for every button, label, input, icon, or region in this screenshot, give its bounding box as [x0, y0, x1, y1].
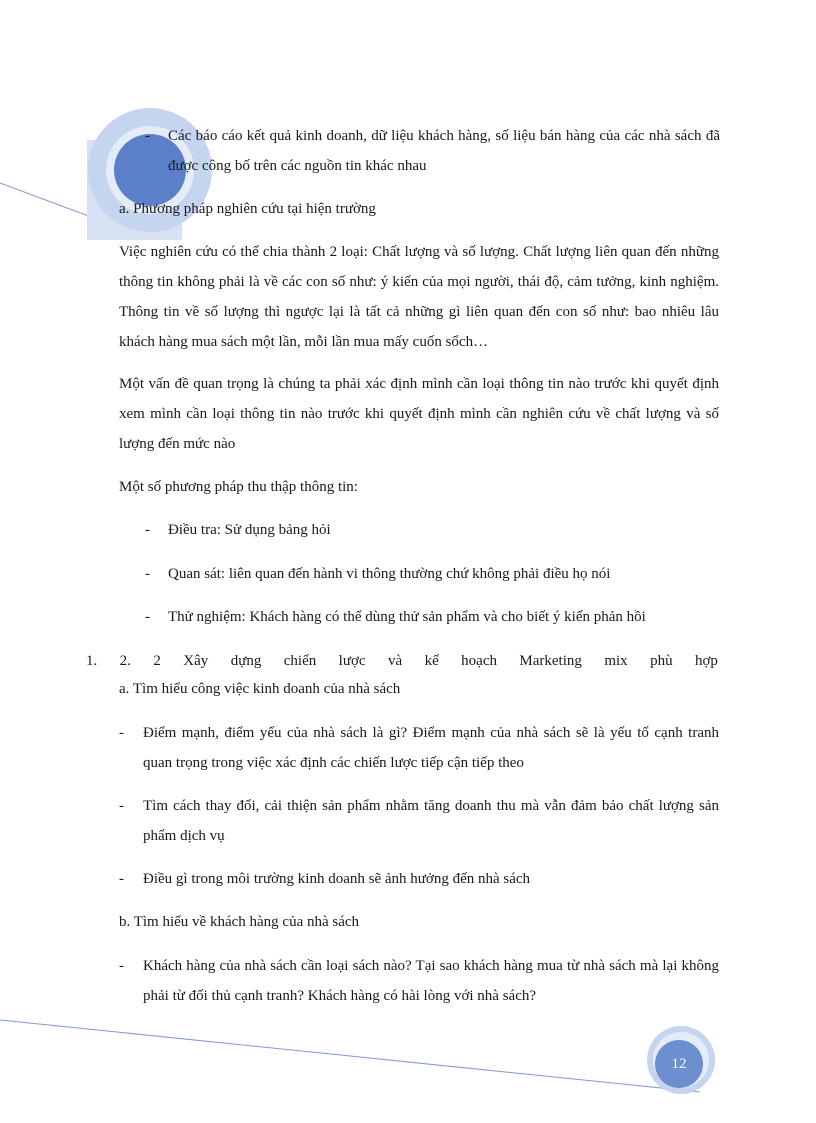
bullet-text: Các báo cáo kết quả kinh doanh, dữ liệu khách hàng, số liệu bán hàng của các nhà sách đã được công bố trên các nguồn tin khác nhau	[168, 128, 720, 174]
bullet-dash: -	[119, 958, 124, 974]
heading-word: phù	[650, 653, 673, 669]
section-heading-a: a. Phương pháp nghiên cứu tại hiện trường	[119, 201, 376, 217]
bullet-dash: -	[145, 609, 150, 625]
bullet-text: Điều tra: Sử dụng bảng hỏi	[168, 522, 331, 538]
heading-word: kế	[424, 653, 439, 669]
subheading-a: a. Tìm hiểu công việc kinh doanh của nhà sách	[119, 681, 401, 697]
bullet-text: Khách hàng của nhà sách cần loại sách nào? Tại sao khách hàng mua từ nhà sách mà lại không phải từ đối thủ cạnh tranh? Khách hàng có hài lòng với nhà sách?	[143, 958, 719, 1004]
heading-word: lược	[338, 653, 366, 669]
heading-word: 2.	[119, 653, 131, 669]
bullet-text: Điểm mạnh, điểm yếu của nhà sách là gì? Điểm mạnh của nhà sách sẽ là yếu tố cạnh tranh quan trọng trong việc xác định các chiến lược tiếp cận tiếp theo	[143, 725, 719, 771]
paragraph-research-types: Việc nghiên cứu có thể chia thành 2 loại: Chất lượng và số lượng. Chất lượng liên quan đến những thông tin không phải là về các con số như: ý kiến của mọi người, thái độ, cảm tưởng, kinh nghiệm. Thông tin về số lượng thì ngược lại là tất cả những gì liên quan đến con số như: bao nhiêu lâu khách hàng mua sách một lần, mỗi lần mua mấy cuốn sổch…	[119, 244, 719, 350]
heading-word: Marketing	[519, 653, 582, 669]
bullet-dash: -	[145, 566, 150, 582]
subheading-b: b. Tìm hiểu về khách hàng của nhà sách	[119, 914, 360, 930]
bottom-diagonal-line	[0, 1020, 700, 1092]
heading-word: 2	[153, 653, 161, 669]
heading-word: chiến	[283, 653, 317, 669]
bullet-dash: -	[119, 871, 124, 887]
paragraph-methods-intro: Một số phương pháp thu thập thông tin:	[119, 479, 358, 495]
bullet-dash: -	[119, 725, 124, 741]
bullet-text: Điều gì trong môi trường kinh doanh sẽ ảnh hưởng đến nhà sách	[143, 871, 531, 887]
heading-word: hợp	[695, 653, 718, 669]
bullet-text: Quan sát: liên quan đến hành vi thông thường chứ không phải điều họ nói	[168, 566, 611, 582]
section-heading-1-2-2	[86, 646, 718, 676]
heading-word: hoạch	[461, 653, 497, 669]
heading-word: Xây	[183, 653, 209, 669]
bullet-dash: -	[145, 522, 150, 538]
bullet-dash: -	[145, 128, 150, 144]
page-number: 12	[671, 1056, 687, 1072]
heading-word: 1.	[86, 653, 98, 669]
paragraph-information-priority: Một vấn đề quan trọng là chúng ta phải xác định mình cần loại thông tin nào trước khi quyết định xem mình cần loại thông tin nào trước khi quyết định mình cần nghiên cứu về chất lượng và số lượng đến mức nào	[119, 376, 719, 452]
bullet-dash: -	[119, 798, 124, 814]
bullet-text: Tìm cách thay đổi, cải thiện sản phẩm nhằm tăng doanh thu mà vẫn đảm bảo chất lượng sản phẩm dịch vụ	[143, 798, 719, 844]
heading-word: và	[387, 653, 403, 669]
bullet-text: Thử nghiệm: Khách hàng có thể dùng thử sản phẩm và cho biết ý kiến phản hồi	[168, 609, 646, 625]
heading-word: dựng	[230, 653, 262, 669]
heading-word: mix	[604, 653, 628, 669]
